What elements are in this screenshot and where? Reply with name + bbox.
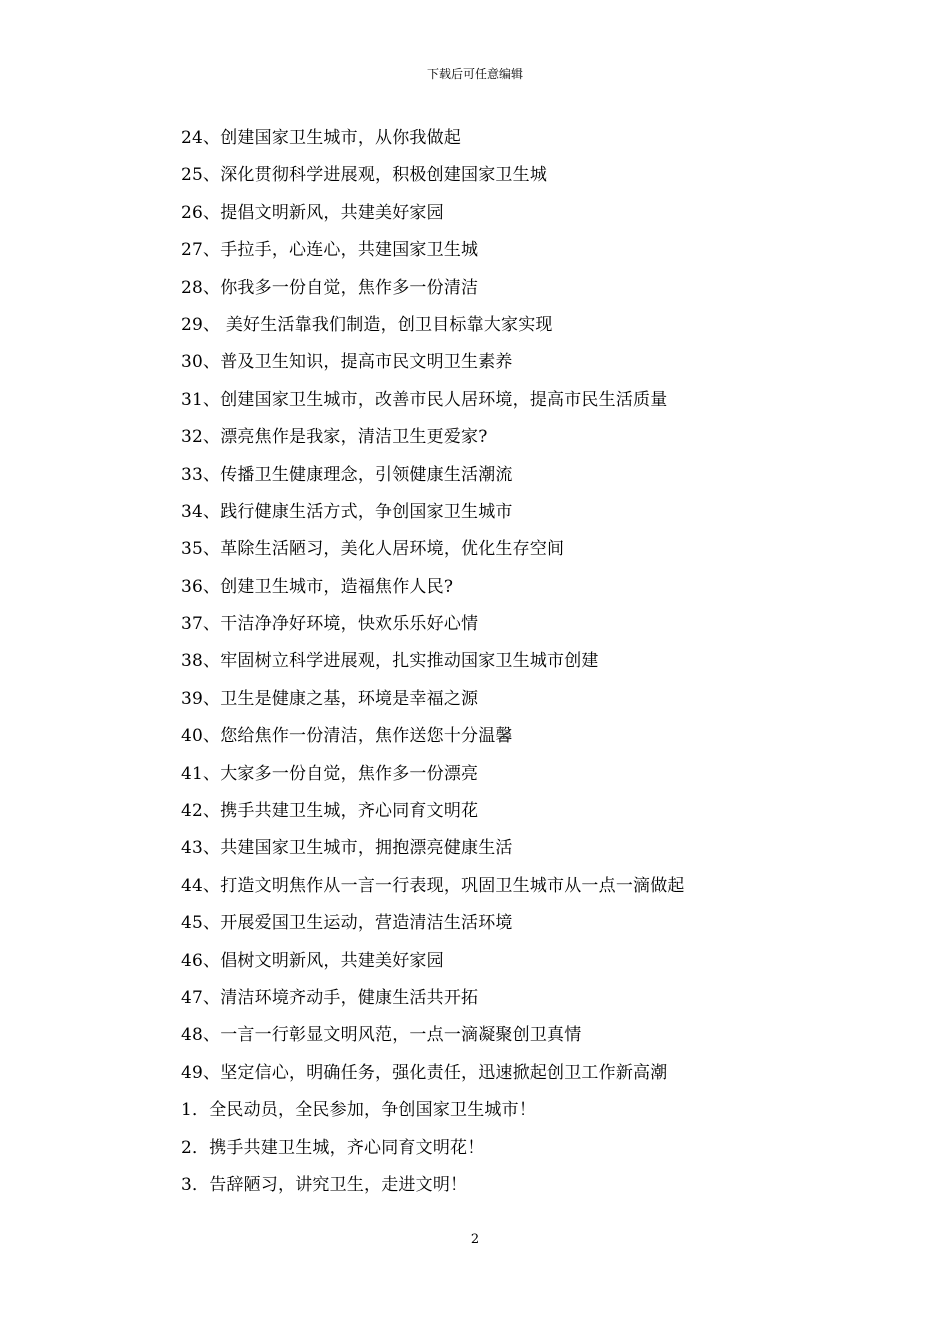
list-item: 32、漂亮焦作是我家，清洁卫生更爱家? <box>181 427 488 448</box>
list-item: 37、干洁净净好环境，快欢乐乐好心情 <box>181 614 479 635</box>
list-item: 2．携手共建卫生城，齐心同育文明花！ <box>181 1137 485 1158</box>
list-item: 35、革除生活陋习，美化人居环境，优化生存空间 <box>181 539 565 560</box>
page-number: 2 <box>470 1232 480 1247</box>
list-item: 47、清洁环境齐动手，健康生活共开拓 <box>181 987 479 1008</box>
list-item: 44、打造文明焦作从一言一行表现，巩固卫生城市从一点一滴做起 <box>181 875 685 896</box>
list-item: 46、倡树文明新风，共建美好家园 <box>181 950 444 971</box>
list-item: 43、共建国家卫生城市，拥抱漂亮健康生活 <box>181 838 513 859</box>
list-item: 34、践行健康生活方式，争创国家卫生城市 <box>181 501 513 522</box>
list-item: 40、您给焦作一份清洁，焦作送您十分温馨 <box>181 726 513 747</box>
list-item: 3．告辞陋习，讲究卫生，走进文明！ <box>181 1174 468 1195</box>
list-item: 45、开展爱国卫生运动，营造清洁生活环境 <box>181 913 513 934</box>
list-item: 36、创建卫生城市，造福焦作人民? <box>181 576 454 597</box>
list-item: 33、传播卫生健康理念，引领健康生活潮流 <box>181 464 513 485</box>
list-item: 24、创建国家卫生城市，从你我做起 <box>181 128 462 148</box>
page-header: 下载后可任意编辑 <box>426 67 523 81</box>
list-item: 41、大家多一份自觉，焦作多一份漂亮 <box>181 763 479 784</box>
list-item: 27、手拉手，心连心，共建国家卫生城 <box>181 240 479 261</box>
list-item: 42、携手共建卫生城，齐心同育文明花 <box>181 801 479 822</box>
list-item: 38、牢固树立科学进展观，扎实推动国家卫生城市创建 <box>181 651 599 672</box>
list-item: 48、一言一行彰显文明风范，一点一滴凝聚创卫真情 <box>181 1025 582 1046</box>
list-item: 28、你我多一份自觉，焦作多一份清洁 <box>181 277 479 298</box>
list-item: 30、普及卫生知识，提高市民文明卫生素养 <box>181 352 513 373</box>
list-item: 49、坚定信心，明确任务，强化责任，迅速掀起创卫工作新高潮 <box>181 1062 668 1083</box>
list-item: 26、提倡文明新风，共建美好家园 <box>181 202 444 223</box>
list-item: 31、创建国家卫生城市，改善市民人居环境，提高市民生活质量 <box>181 389 668 410</box>
list-item: 1．全民动员，全民参加，争创国家卫生城市！ <box>181 1100 537 1121</box>
list-item: 25、深化贯彻科学进展观，积极创建国家卫生城 <box>181 165 548 186</box>
slogan-list <box>181 124 881 1208</box>
list-item: 39、卫生是健康之基，环境是幸福之源 <box>181 688 479 709</box>
list-item: 29、 美好生活靠我们制造，创卫目标靠大家实现 <box>181 314 553 335</box>
